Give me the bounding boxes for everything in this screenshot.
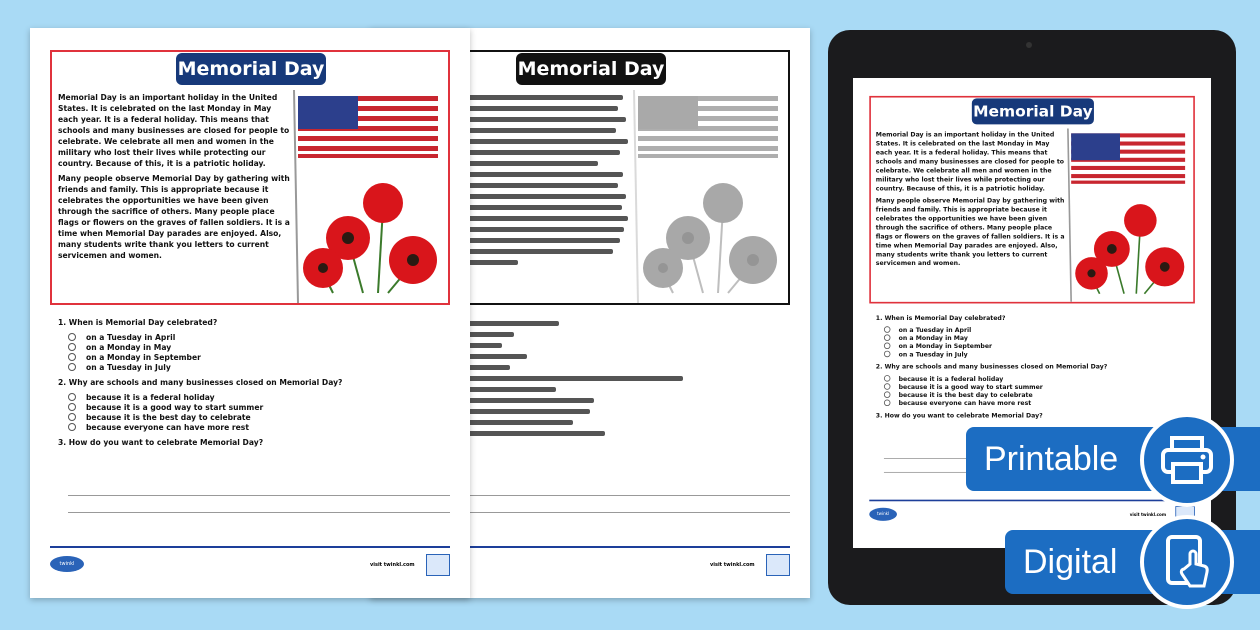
radio-button[interactable] (68, 353, 76, 361)
twinkl-logo: twinkl (50, 556, 84, 572)
footer-visit-text: visit twinkl.com (710, 562, 755, 568)
option-label: on a Monday in September (86, 352, 201, 362)
radio-button[interactable] (884, 400, 891, 407)
answer-option[interactable] (884, 399, 1197, 407)
option-label: because it is a federal holiday (898, 374, 1004, 383)
option-label: on a Monday in May (898, 334, 968, 342)
printable-label: Printable (984, 439, 1119, 478)
answer-option[interactable] (68, 342, 453, 352)
question (58, 318, 453, 372)
radio-button[interactable] (884, 391, 891, 398)
answer-option[interactable] (68, 332, 453, 342)
answer-option[interactable] (884, 325, 1197, 333)
digital-label: Digital (1023, 542, 1118, 581)
option-label: on a Tuesday in April (898, 325, 972, 334)
option-label: because everyone can have more rest (898, 399, 1032, 407)
option-label: because it is a federal holiday (86, 392, 215, 402)
question (876, 412, 1198, 419)
answer-option[interactable] (884, 374, 1197, 382)
question-text: 3. How do you want to celebrate Memorial Day? (58, 438, 264, 447)
passage-paragraph: Memorial Day is an important holiday in the United States. It is celebrated on the last Monday in May each year. It is a federal holiday. This means that schools and many businesses are closed for people to celebrate. We celebrate all men and women in the military who lost their lives while protecting our country. Because of this, it is a patriotic holiday. (58, 93, 290, 168)
answer-option[interactable] (884, 391, 1197, 399)
footer-badge-icon (426, 554, 450, 576)
radio-button[interactable] (884, 334, 891, 341)
question-text: 2. Why are schools and many businesses closed on Memorial Day? (58, 378, 343, 387)
radio-button[interactable] (68, 393, 76, 401)
passage-paragraph: Many people observe Memorial Day by gathering with friends and family. This is appropriate because it celebrates the opportunities we have been given through the sacrifice of others. Many people place flags or flowers on the graves of fallen soldiers. It is a time when Memorial Day parades are enjoyed. Also, many students write thank you letters to current servicemen and women. (875, 196, 1065, 267)
radio-button[interactable] (884, 343, 891, 350)
radio-button[interactable] (68, 363, 76, 371)
footer-badge-icon (766, 554, 790, 576)
option-label: on a Tuesday in July (86, 362, 171, 372)
option-label: because it is the best day to celebrate (86, 412, 251, 422)
flag-and-poppies-illustration (1063, 127, 1193, 302)
twinkl-logo: twinkl (869, 508, 897, 521)
question (58, 378, 453, 432)
option-label: because it is the best day to celebrate (898, 390, 1033, 399)
worksheet (30, 28, 470, 598)
answer-option[interactable] (68, 392, 453, 402)
footer-divider (869, 500, 1195, 502)
question (876, 314, 1198, 358)
reading-passage (876, 130, 1065, 271)
option-label: because everyone can have more rest (86, 422, 249, 432)
question-text: 3. How do you want to celebrate Memorial Day? (875, 411, 1043, 420)
answer-option[interactable] (884, 342, 1197, 350)
radio-button[interactable] (884, 383, 891, 390)
answer-option[interactable] (884, 350, 1197, 358)
footer-divider (50, 546, 450, 548)
answer-option[interactable] (68, 352, 453, 362)
reading-passage (58, 92, 290, 265)
question (58, 438, 453, 447)
passage-paragraph: Many people observe Memorial Day by gathering with friends and family. This is appropriate because it celebrates the opportunities we have been given through the sacrifice of others. Many people place flags or flowers on the graves of fallen soldiers. It is a time when Memorial Day parades are enjoyed. Also, many students write thank you letters to current servicemen and women. (58, 174, 290, 260)
tablet-touch-icon (1140, 515, 1234, 609)
question-text: 1. When is Memorial Day celebrated? (875, 314, 1006, 322)
radio-button[interactable] (68, 343, 76, 351)
worksheet-title: Memorial Day (516, 53, 666, 85)
radio-button[interactable] (68, 403, 76, 411)
answer-option[interactable] (68, 362, 453, 372)
footer-visit-text: visit twinkl.com (370, 562, 415, 568)
answer-option[interactable] (68, 402, 453, 412)
question-text: 1. When is Memorial Day celebrated? (58, 318, 218, 327)
option-label: on a Tuesday in July (898, 350, 968, 358)
radio-button[interactable] (68, 413, 76, 421)
answer-option[interactable] (884, 334, 1197, 342)
flag-and-poppies-illustration (288, 88, 448, 303)
color-worksheet-page (30, 28, 470, 598)
radio-button[interactable] (884, 375, 891, 382)
answer-line (68, 512, 450, 513)
question-text: 2. Why are schools and many businesses closed on Memorial Day? (875, 362, 1108, 371)
question (876, 363, 1198, 407)
radio-button[interactable] (884, 351, 891, 358)
option-label: on a Tuesday in April (86, 332, 176, 342)
camera-icon (1026, 42, 1032, 48)
radio-button[interactable] (884, 326, 891, 333)
footer-visit-text: visit twinkl.com (1129, 512, 1167, 518)
questions (58, 318, 453, 453)
radio-button[interactable] (68, 333, 76, 341)
worksheet-title: Memorial Day (972, 98, 1094, 124)
option-label: because it is a good way to start summer (86, 402, 264, 412)
option-label: on a Monday in May (86, 342, 172, 352)
option-label: on a Monday in September (898, 342, 993, 350)
passage-paragraph: Memorial Day is an important holiday in the United States. It is celebrated on the last Monday in May each year. It is a federal holiday. This means that schools and many businesses are closed for people to celebrate. We celebrate all men and women in the military who lost their lives while protecting our country. Because of this, it is a patriotic holiday. (875, 130, 1065, 192)
answer-option[interactable] (884, 382, 1197, 390)
option-label: because it is a good way to start summer (898, 382, 1043, 391)
worksheet-title: Memorial Day (176, 53, 326, 85)
answer-line (68, 495, 450, 496)
questions (876, 314, 1198, 424)
printer-icon (1140, 413, 1234, 507)
flag-and-poppies-illustration (628, 88, 788, 303)
answer-option[interactable] (68, 412, 453, 422)
answer-option[interactable] (68, 422, 453, 432)
radio-button[interactable] (68, 423, 76, 431)
